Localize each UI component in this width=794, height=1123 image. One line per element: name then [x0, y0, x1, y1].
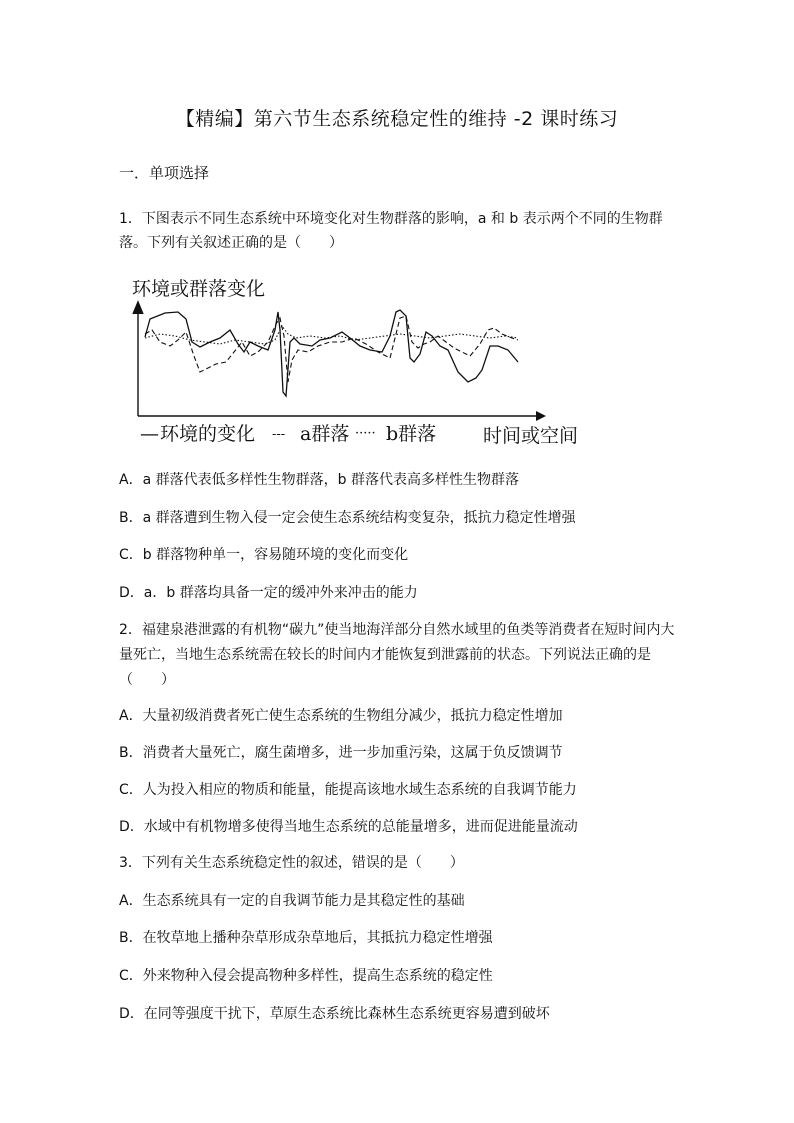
question-1-option-a: A．a 群落代表低多样性生物群落，b 群落代表高多样性生物群落 — [119, 472, 519, 488]
question-3-option-a: A．生态系统具有一定的自我调节能力是其稳定性的基础 — [119, 893, 465, 909]
question-2-option-b: B．消费者大量死亡，腐生菌增多，进一步加重污染，这属于负反馈调节 — [119, 745, 563, 761]
legend-mark-environment: — — [140, 423, 159, 445]
question-1-option-d: D．a．b 群落均具备一定的缓冲外来冲击的能力 — [119, 585, 418, 601]
section-heading: 一．单项选择 — [119, 164, 210, 182]
question-1-option-b: B．a 群落遭到生物入侵一定会使生态系统结构变复杂，抵抗力稳定性增强 — [119, 510, 576, 526]
question-3-option-b: B．在牧草地上播种杂草形成杂草地后，其抵抗力稳定性增强 — [119, 930, 493, 946]
question-3-option-c: C．外来物种入侵会提高物种多样性，提高生态系统的稳定性 — [119, 968, 493, 984]
question-2-option-c: C．人为投入相应的物质和能量，能提高该地水域生态系统的自我调节能力 — [119, 782, 577, 798]
legend-mark-b: ····· — [355, 426, 376, 441]
a-community-curve — [145, 316, 518, 382]
figure-axes — [133, 302, 546, 421]
question-3-stem: 3．下列有关生态系统稳定性的叙述，错误的是（ ） — [119, 855, 464, 871]
figure-y-label: 环境或群落变化 — [132, 278, 266, 300]
question-1-option-c: C．b 群落物种单一，容易随环境的变化而变化 — [119, 547, 409, 563]
legend-label-b: b群落 — [386, 423, 437, 445]
figure-legend — [140, 423, 578, 447]
question-3-option-d: D．在同等强度干扰下，草原生态系统比森林生态系统更容易遭到破坏 — [119, 1006, 550, 1022]
environment-community-figure — [120, 272, 590, 450]
legend-mark-a: --- — [272, 427, 286, 442]
legend-label-a: a群落 — [300, 423, 350, 445]
question-1-stem: 1．下图表示不同生态系统中环境变化对生物群落的影响，a 和 b 表示两个不同的生物群落。下列有关叙述正确的是（ ） — [119, 211, 663, 251]
page-title: 【精编】第六节生态系统稳定性的维持 -2 课时练习 — [175, 108, 619, 130]
legend-label-environment: 环境的变化 — [160, 423, 256, 445]
b-community-curve — [145, 326, 518, 344]
question-2-option-d: D．水域中有机物增多使得当地生态系统的总能量增多，进而促进能量流动 — [119, 819, 578, 835]
question-2-stem: 2．福建泉港泄露的有机物“碳九”使当地海洋部分自然水域里的鱼类等消费者在短时间内大量死亡，当地生态系统需在较长的时间内才能恢复到泄露前的状态。下列说法正确的是（ ） — [119, 622, 675, 688]
figure-x-label: 时间或空间 — [483, 425, 579, 447]
question-2-option-a: A．大量初级消费者死亡使生态系统的生物组分减少，抵抗力稳定性增加 — [119, 708, 563, 724]
environment-curve — [145, 310, 518, 396]
